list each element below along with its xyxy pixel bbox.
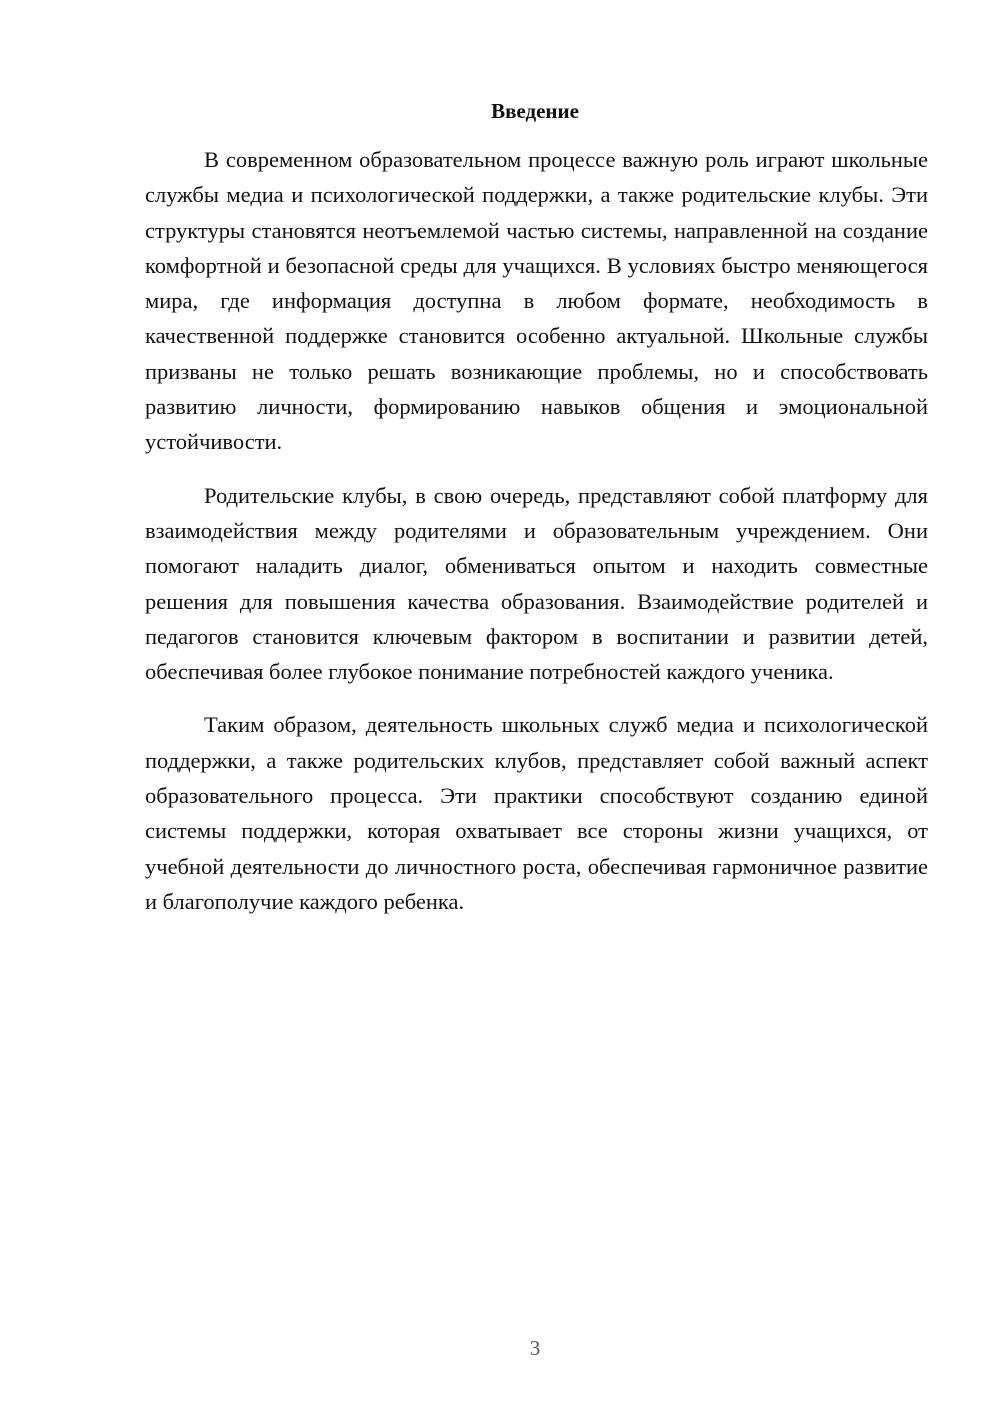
section-title: Введение [491,99,579,123]
body-text [145,142,928,919]
paragraph-2: Родительские клубы, в свою очередь, представляют собой платформу для взаимодействия между родителями и образовательным учреждением. Они помогают наладить диалог, обмениваться опытом и находить совместные решения для повышения качества образования. Взаимодействие родителей и педагогов становится ключевым фактором в воспитании и развитии детей, обеспечивая более глубокое понимание потребностей каждого ученика. [145,482,928,685]
page-number: 3 [529,1336,541,1360]
paragraph-3: Таким образом, деятельность школьных служб медиа и психологической поддержки, а также родительских клубов, представляет собой важный аспект образовательного процесса. Эти практики способствуют созданию единой системы поддержки, которая охватывает все стороны жизни учащихся, от учебной деятельности до личностного роста, обеспечивая гармоничное развитие и благополучие каждого ребенка. [145,712,928,914]
paragraph-1: В современном образовательном процессе важную роль играют школьные службы медиа и психологической поддержки, а также родительские клубы. Эти структуры становятся неотъемлемой частью системы, направленной на создание комфортной и безопасной среды для учащихся. В условиях быстро меняющегося мира, где информация доступна в любом формате, необходимость в качественной поддержке становится особенно актуальной. Школьные службы призваны не только решать возникающие проблемы, но и способствовать развитию личности, формированию навыков общения и эмоциональной устойчивости. [145,147,928,455]
